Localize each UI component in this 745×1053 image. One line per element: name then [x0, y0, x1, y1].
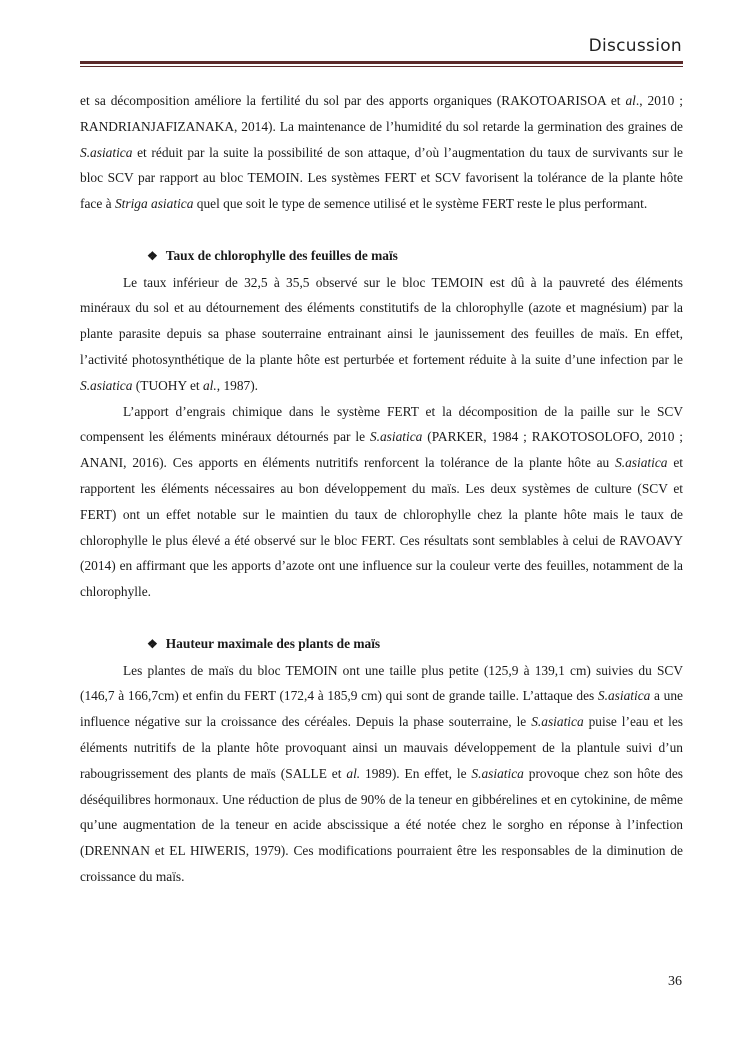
text-run: (PARKER, 1984 ; RAKOTOSOLOFO, 2010 ; ANANI, 2016). Ces apports en éléments nutritifs renforcent la tolérance de la plante hôte au	[80, 429, 683, 471]
text-run: Le taux inférieur de 32,5 à 35,5 observé sur le bloc TEMOIN est dû à la pauvreté des éléments minéraux du sol et au détournement des éléments constitutifs de la chlorophylle (azote et magnésium) par la plante parasite depuis sa phase souterraine entrainant ainsi le jaunissement des feuilles de maïs. En effet, l’activité photosynthétique de la plante hôte est perturbée et fortement réduite à la suite d’une infection par le	[80, 274, 683, 367]
italic-run: S.asiatica	[369, 429, 423, 445]
italic-run: al.	[202, 377, 217, 393]
text-run: (TUOHY et	[132, 377, 203, 393]
text-run: L’apport d’engrais chimique dans le système FERT et la décomposition de la paille sur le SCV compensent les éléments minéraux détournés par le	[80, 403, 683, 445]
subheading-hauteur	[80, 631, 683, 658]
paragraph-spacer	[80, 605, 683, 631]
italic-run: al.	[346, 765, 361, 781]
text-run: Les plantes de maïs du bloc TEMOIN ont une taille plus petite (125,9 à 139,1 cm) suivies du SCV (146,7 à 166,7cm) et enfin du FERT (172,4 à 185,9 cm) qui sont de grande taille. L’attaque des	[80, 662, 683, 704]
text-run: et sa décomposition améliore la fertilité du sol par des apports organiques (RAKOTOARISOA et	[80, 93, 626, 108]
text-run: et réduit par la suite la possibilité de son attaque, d’où l’augmentation du taux de survivants sur le bloc SCV par rapport au bloc TEMOIN. Les systèmes FERT et SCV favorisent la tolérance de la plante hôte face à	[80, 144, 683, 212]
page-number: 36	[668, 974, 682, 989]
diamond-bullet-icon: ❖	[147, 248, 158, 263]
paragraph-1	[80, 88, 683, 217]
text-run: a une influence négative sur la croissance des céréales. Depuis la phase souterraine, le	[80, 688, 683, 730]
text-run: ., 2010 ; RANDRIANJAFIZANAKA, 2014). La maintenance de l’humidité du sol retarde la germination des graines de	[80, 93, 683, 134]
text-run: puise l’eau et les éléments nutritifs de la plante hôte provoquant ainsi un mauvais développement de la plantule suivi d’un rabougrissement des plants de maïs (SALLE et	[80, 714, 683, 781]
italic-run: S.asiatica	[80, 144, 133, 160]
text-run: et rapportent les éléments nécessaires au bon développement du maïs. Les deux systèmes de culture (SCV et FERT) ont un effet notable sur le maintien du taux de chlorophylle chez la plante hôte mais le taux de chlorophylle le plus élevé a été observé sur le bloc FERT. Ces résultats sont semblables à celui de RAVOAVY (2014) en affirmant que les apports d’azote ont une influence sur la couleur verte des feuilles, notamment de la chlorophylle.	[80, 455, 684, 600]
italic-run: S.asiatica	[597, 688, 651, 704]
italic-run: S.asiatica	[615, 455, 668, 471]
italic-run: Striga asiatica	[114, 196, 194, 212]
paragraph-3	[80, 399, 683, 605]
text-run: provoque chez son hôte des déséquilibres hormonaux. Une réduction de plus de 90% de la teneur en gibbérelines et en cytokinine, de même qu’une augmentation de la teneur en acide abscissique a été notée chez le sorgho en réponse à l’infection (DRENNAN et EL HIWERIS, 1979). Ces modifications pourraient être les responsables de la diminution de croissance du maïs.	[80, 765, 683, 884]
italic-run: S.asiatica	[80, 377, 133, 393]
subheading-text: Hauteur maximale des plants de maïs	[165, 635, 381, 651]
diamond-bullet-icon: ❖	[147, 636, 158, 651]
subheading-chlorophylle	[80, 243, 683, 270]
text-run: quel que soit le type de semence utilisé et le système FERT reste le plus performant.	[193, 196, 648, 212]
section-title: Discussion	[588, 36, 682, 56]
header-rule-thick	[80, 61, 683, 64]
paragraph-4	[80, 658, 683, 890]
paragraph-spacer	[80, 217, 683, 243]
paragraph-2	[80, 270, 683, 399]
page-body	[80, 88, 683, 890]
text-run: 1989). En effet, le	[360, 765, 472, 781]
italic-run: S.asiatica	[531, 714, 584, 730]
subheading-text: Taux de chlorophylle des feuilles de maïs	[165, 247, 398, 263]
italic-run: S.asiatica	[471, 765, 524, 781]
header-rule-thin	[80, 66, 683, 67]
text-run: , 1987).	[216, 377, 259, 393]
italic-run: al	[625, 93, 636, 108]
